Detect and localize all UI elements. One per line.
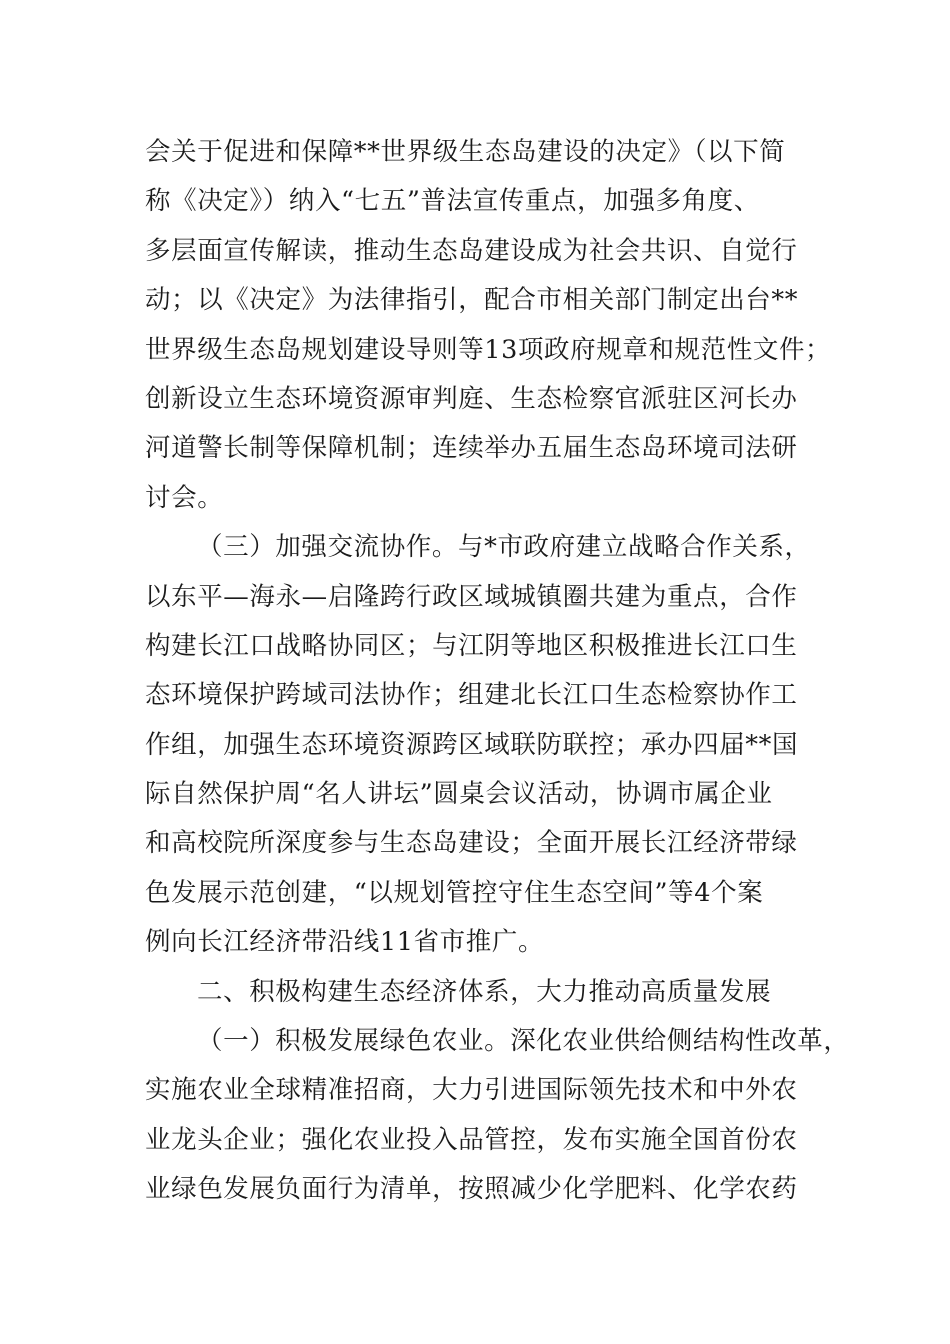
text-line: 多层面宣传解读，推动生态岛建设成为社会共识、自觉行 — [145, 235, 798, 266]
text-line: 构建长江口战略协同区；与江阴等地区积极推进长江口生 — [145, 630, 798, 661]
text-line: 河道警长制等保障机制；连续举办五届生态岛环境司法研 — [145, 433, 798, 464]
text-line: 际自然保护周“名人讲坛”圆桌会议活动，协调市属企业 — [145, 779, 773, 810]
paragraph-heading-line: （一）积极发展绿色农业。深化农业供给侧结构性改革， — [197, 1026, 850, 1057]
text-line: 例向长江经济带沿线11省市推广。 — [145, 927, 545, 958]
paragraph-heading-line: （三）加强交流协作。与*市政府建立战略合作关系， — [197, 532, 811, 563]
text-line: 和高校院所深度参与生态岛建设；全面开展长江经济带绿 — [145, 828, 798, 859]
text-line: 世界级生态岛规划建设导则等13项政府规章和规范性文件； — [145, 334, 832, 365]
text-line: 色发展示范创建，“以规划管控守住生态空间”等4个案 — [145, 877, 764, 908]
document-body — [145, 128, 850, 1215]
text-line: 讨会。 — [145, 482, 224, 513]
section-heading: 二、积极构建生态经济体系，大力推动高质量发展 — [197, 976, 772, 1007]
text-line: 称《决定》）纳入“七五”普法宣传重点，加强多角度、 — [145, 186, 760, 217]
text-line: 创新设立生态环境资源审判庭、生态检察官派驻区河长办 — [145, 383, 798, 414]
text-line: 以东平—海永—启隆跨行政区域城镇圈共建为重点，合作 — [145, 581, 798, 612]
text-line: 业绿色发展负面行为清单，按照减少化学肥料、化学农药 — [145, 1174, 798, 1205]
text-line: 态环境保护跨域司法协作；组建北长江口生态检察协作工 — [145, 680, 798, 711]
text-line: 实施农业全球精准招商，大力引进国际领先技术和中外农 — [145, 1075, 798, 1106]
text-line: 作组，加强生态环境资源跨区域联防联控；承办四届**国 — [145, 729, 799, 760]
text-line: 会关于促进和保障**世界级生态岛建设的决定》（以下简 — [145, 137, 786, 167]
text-line: 动；以《决定》为法律指引，配合市相关部门制定出台** — [145, 285, 799, 316]
text-line: 业龙头企业；强化农业投入品管控，发布实施全国首份农 — [145, 1124, 798, 1155]
